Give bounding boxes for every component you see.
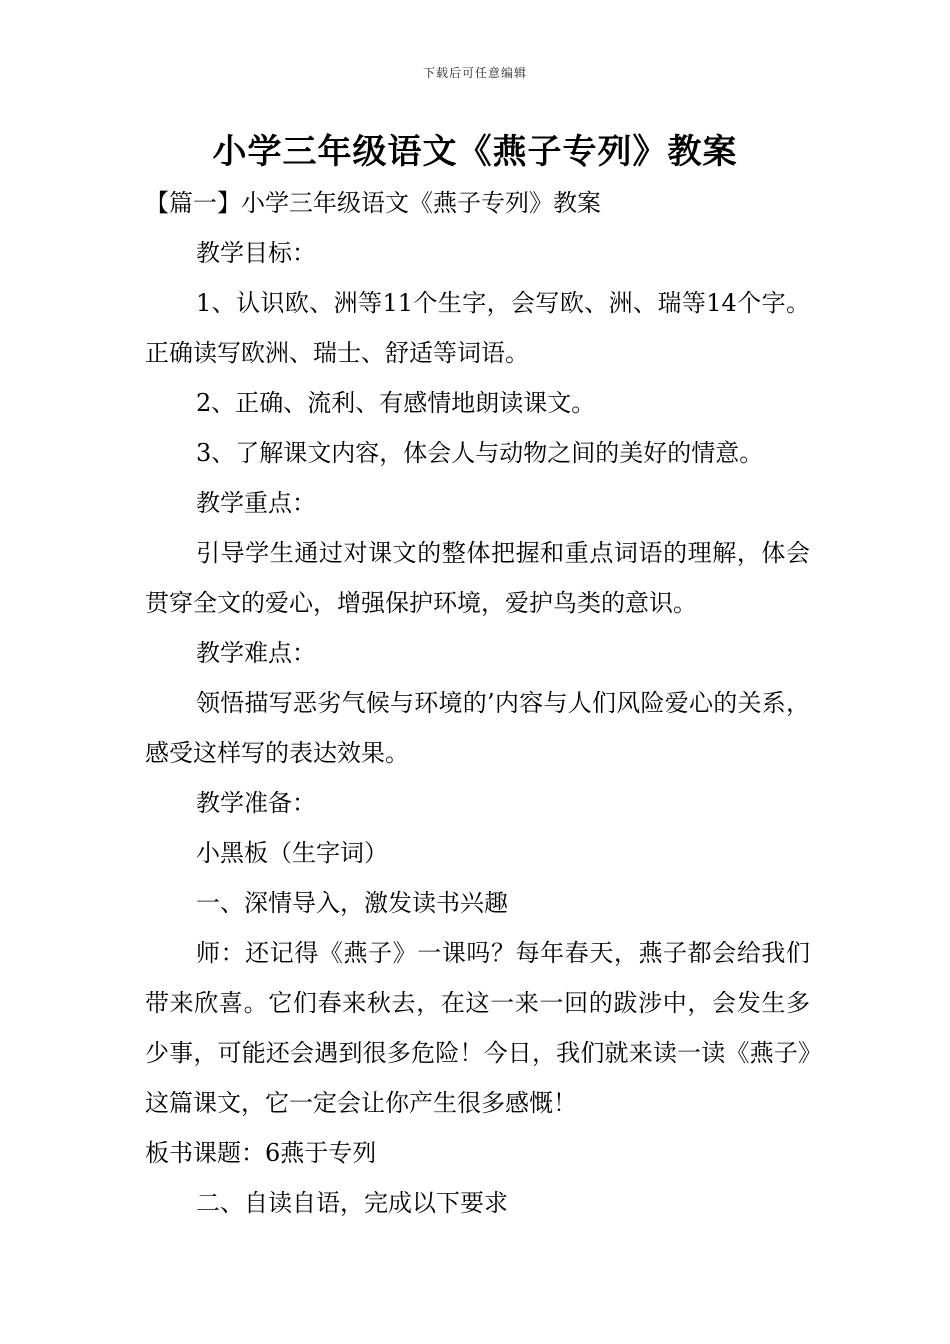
paragraph-step-2-heading: 二、自读自语，完成以下要求 — [196, 1189, 508, 1217]
paragraph-step-1-heading: 一、深情导入，激发读书兴趣 — [196, 889, 508, 917]
paragraph-objective-2: 2、正确、流利、有感情地朗读课文。 — [196, 389, 596, 417]
page-header-note: 下载后可任意编辑 — [422, 66, 527, 80]
document-title: 小学三年级语文《燕子专列》教案 — [212, 132, 738, 172]
paragraph-preparation-heading: 教学准备： — [196, 789, 316, 817]
document-body — [145, 178, 810, 1228]
paragraph-preparation: 小黑板（生字词） — [196, 839, 388, 867]
paragraph-key-points: 引导学生通过对课文的整体把握和重点词语的理解，体会贯穿全文的爱心，增强保护环境，爱护鸟类的意识。 — [145, 539, 810, 617]
paragraph-difficulties-heading: 教学难点： — [196, 639, 316, 667]
paragraph-teacher-intro: 师：还记得《燕子》一课吗？每年春天，燕子都会给我们带来欣喜。它们春来秋去，在这一来一回的跋涉中，会发生多少事，可能还会遇到很多危险！今日，我们就来读一读《燕子》这篇课文，它一定会让你产生很多感慨！ — [145, 939, 810, 1117]
paragraph-objective-3: 3、了解课文内容，体会人与动物之间的美好的情意。 — [196, 439, 764, 467]
paragraph-objectives-heading: 教学目标： — [196, 239, 316, 267]
paragraph-difficulties: 领悟描写恶劣气候与环境的’内容与人们风险爱心的关系，感受这样写的表达效果。 — [145, 689, 810, 767]
section-heading: 【篇一】小学三年级语文《燕子专列》教案 — [145, 189, 601, 217]
paragraph-board-title: 板书课题：6燕于专列 — [145, 1139, 377, 1167]
paragraph-key-points-heading: 教学重点： — [196, 489, 316, 517]
paragraph-objective-1: 1、认识欧、洲等11个生字，会写欧、洲、瑞等14个字。正确读写欧洲、瑞士、舒适等词语。 — [145, 289, 810, 367]
